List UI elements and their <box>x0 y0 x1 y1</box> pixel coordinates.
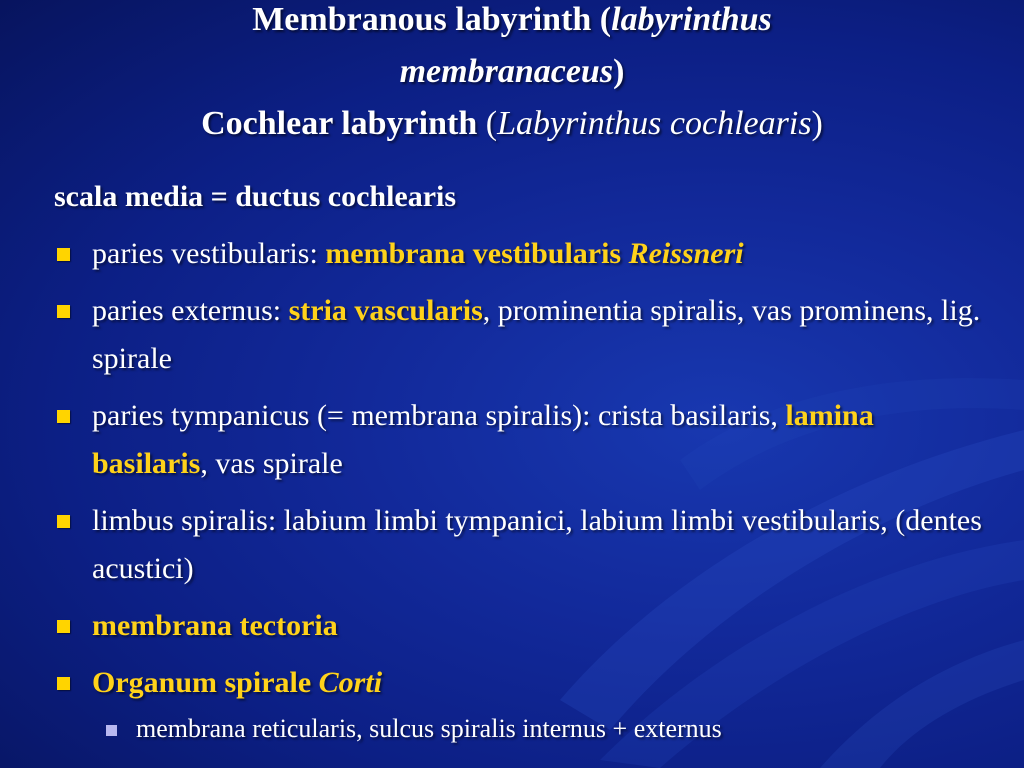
title-line-1: Membranous labyrinth (labyrinthus <box>252 1 772 38</box>
square-bullet-icon <box>57 515 70 528</box>
slide-content <box>54 176 994 748</box>
list-item: paries externus: stria vascularis, prominentia spiralis, vas prominens, lig. spirale <box>54 287 994 383</box>
title-line-3: Cochlear labyrinth (Labyrinthus cochlearis) <box>201 105 823 142</box>
list-item: paries tympanicus (= membrana spiralis): crista basilaris, lamina basilaris, vas spirale <box>54 392 994 488</box>
square-bullet-icon <box>57 677 70 690</box>
square-bullet-icon <box>57 620 70 633</box>
list-item: limbus spiralis: labium limbi tympanici, labium limbi vestibularis, (dentes acustici) <box>54 497 994 593</box>
sub-list-item: membrana reticularis, sulcus spiralis internus + externus <box>54 710 994 748</box>
list-item: Organum spirale Corti <box>54 659 994 707</box>
square-bullet-icon <box>57 410 70 423</box>
slide-title <box>0 0 1024 150</box>
subheading: scala media = ductus cochlearis <box>54 180 457 213</box>
list-item: paries vestibularis: membrana vestibularis Reissneri <box>54 230 994 278</box>
square-bullet-icon <box>57 248 70 261</box>
title-line-2: membranaceus) <box>399 53 625 90</box>
list-item: membrana tectoria <box>54 602 994 650</box>
square-bullet-icon <box>57 305 70 318</box>
square-bullet-icon <box>106 725 117 736</box>
